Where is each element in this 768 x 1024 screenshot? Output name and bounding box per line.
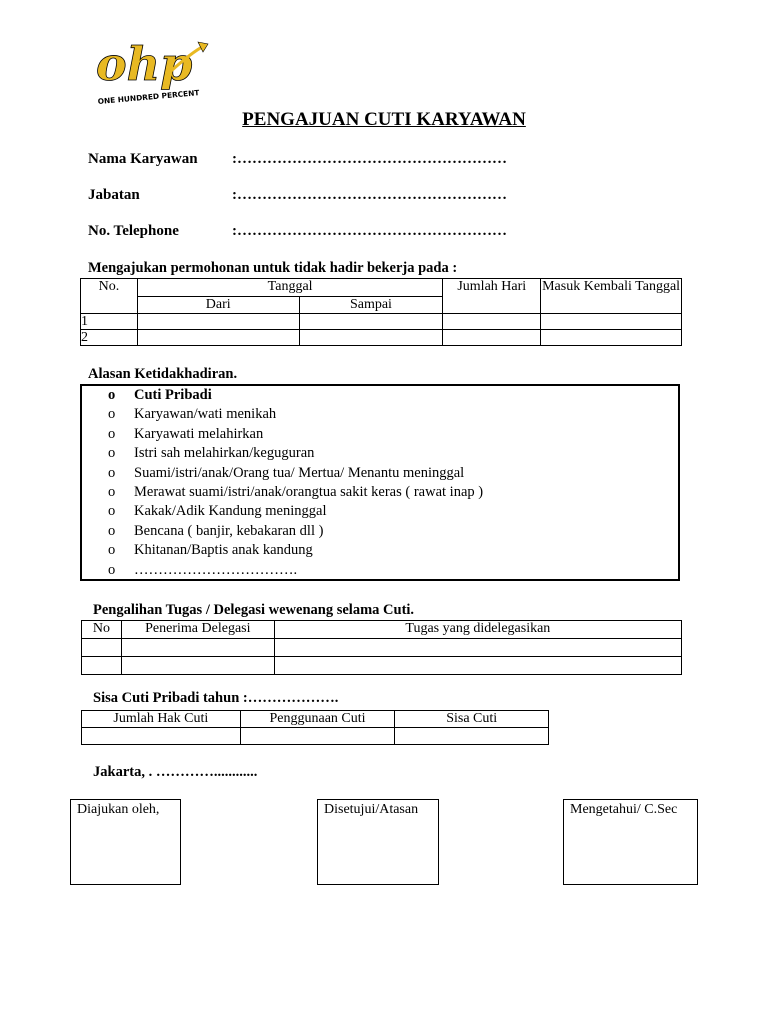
cell-dari[interactable] [137, 330, 299, 346]
reason-khitanan[interactable]: o Khitanan/Baptis anak kandung [108, 541, 483, 560]
checkbox-icon[interactable]: o [108, 425, 116, 442]
signature-box-mengetahui[interactable] [563, 799, 698, 885]
field-value-nama[interactable]: :……………………………………………… [232, 151, 507, 167]
header-tugas: Tugas yang didelegasikan [274, 621, 681, 639]
header-no: No [82, 621, 122, 639]
checkbox-icon[interactable]: o [108, 464, 116, 481]
header-dari: Dari [137, 297, 299, 314]
checkbox-icon[interactable]: o [108, 542, 116, 559]
delegation-heading: Pengalihan Tugas / Delegasi wewenang selama Cuti. [93, 602, 415, 618]
header-penggunaan-cuti: Penggunaan Cuti [240, 711, 395, 728]
reason-bencana[interactable]: o Bencana ( banjir, kebakaran dll ) [108, 522, 483, 541]
leave-balance-heading: Sisa Cuti Pribadi tahun :………………. [93, 690, 339, 706]
cell-masuk-kembali[interactable] [541, 330, 682, 346]
field-value-telephone[interactable]: :……………………………………………… [232, 223, 507, 239]
reason-keluarga-meninggal[interactable]: o Suami/istri/anak/Orang tua/ Mertua/ Menantu meninggal [108, 464, 483, 483]
cell-dari[interactable] [137, 314, 299, 330]
checkbox-icon[interactable]: o [108, 503, 116, 520]
signature-label-mengetahui: Mengetahui/ C.Sec [570, 802, 678, 817]
page-title: PENGAJUAN CUTI KARYAWAN [242, 109, 526, 130]
field-value-jabatan[interactable]: :……………………………………………… [232, 187, 507, 203]
cell-jumlah-hari[interactable] [443, 314, 541, 330]
field-label-nama: Nama Karyawan [88, 151, 198, 167]
checkbox-icon[interactable]: o [108, 406, 116, 423]
header-sampai: Sampai [299, 297, 443, 314]
field-label-telephone: No. Telephone [88, 223, 179, 239]
header-tanggal: Tanggal [137, 279, 442, 297]
table-row [81, 314, 682, 330]
header-sisa-cuti: Sisa Cuti [395, 711, 549, 728]
checkbox-icon[interactable]: o [108, 445, 116, 462]
row-number: 1 [81, 314, 138, 330]
reasons-list [108, 386, 483, 580]
absence-table [80, 278, 682, 346]
signature-label-disetujui: Disetujui/Atasan [324, 802, 419, 817]
company-logo [92, 32, 232, 112]
table-row [82, 728, 549, 745]
reason-cuti-pribadi[interactable]: o Cuti Pribadi [108, 386, 483, 405]
leave-balance-table [81, 710, 549, 745]
signature-box-disetujui[interactable] [317, 799, 439, 885]
checkbox-icon[interactable]: o [108, 483, 116, 500]
signature-box-diajukan[interactable] [70, 799, 181, 885]
header-jumlah-hari: Jumlah Hari [443, 279, 541, 314]
table-row [81, 330, 682, 346]
signature-label-diajukan: Diajukan oleh, [77, 802, 160, 817]
header-hak-cuti: Jumlah Hak Cuti [82, 711, 241, 728]
cell-masuk-kembali[interactable] [541, 314, 682, 330]
reasons-heading: Alasan Ketidakhadiran. [88, 366, 238, 382]
place-date[interactable]: Jakarta, . …………............ [93, 764, 258, 780]
reason-merawat[interactable]: o Merawat suami/istri/anak/orangtua sakit keras ( rawat inap ) [108, 483, 483, 502]
checkbox-icon[interactable]: o [108, 522, 116, 539]
table-row [82, 657, 682, 675]
header-no: No. [81, 279, 138, 314]
checkbox-icon[interactable]: o [108, 387, 116, 403]
reason-menikah[interactable]: o Karyawan/wati menikah [108, 405, 483, 424]
row-number: 2 [81, 330, 138, 346]
field-label-jabatan: Jabatan [88, 187, 140, 203]
header-masuk-kembali: Masuk Kembali Tanggal [541, 279, 682, 314]
header-penerima: Penerima Delegasi [121, 621, 274, 639]
reason-melahirkan[interactable]: o Karyawati melahirkan [108, 425, 483, 444]
reason-istri-melahirkan[interactable]: o Istri sah melahirkan/keguguran [108, 444, 483, 463]
cell-jumlah-hari[interactable] [443, 330, 541, 346]
cell-sampai[interactable] [299, 330, 443, 346]
checkbox-icon[interactable]: o [108, 561, 116, 578]
reason-saudara-meninggal[interactable]: o Kakak/Adik Kandung meninggal [108, 502, 483, 521]
absence-heading: Mengajukan permohonan untuk tidak hadir bekerja pada : [88, 260, 458, 276]
cell-sampai[interactable] [299, 314, 443, 330]
logo-tagline: ONE HUNDRED PERCENT [97, 88, 200, 106]
table-row [82, 639, 682, 657]
delegation-table [81, 620, 682, 675]
logo-script: ohp [96, 37, 193, 91]
reason-lainnya[interactable]: o ……………………………. [108, 561, 483, 580]
